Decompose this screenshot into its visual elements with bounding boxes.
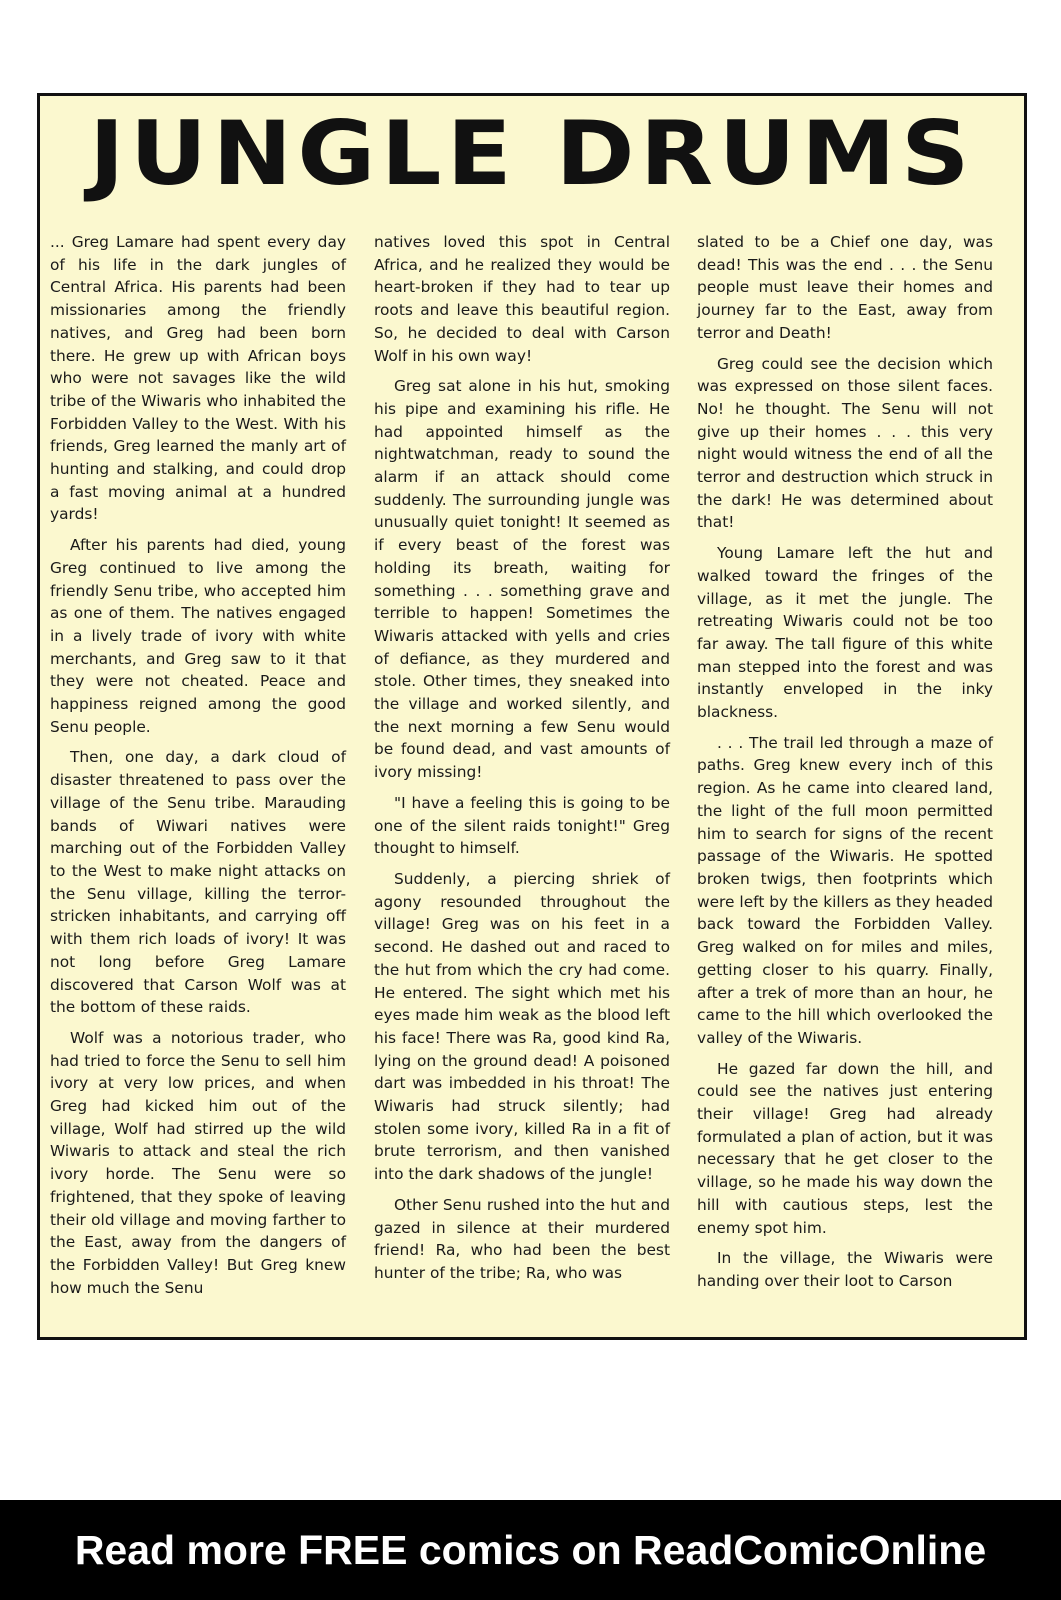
paragraph: Other Senu rushed into the hut and gazed in silence at their murdered friend! Ra, who had been the best hunter of the tribe; Ra, who was [374,1195,670,1282]
text-column-3 [697,231,993,1293]
paragraph: "I have a feeling this is going to be one of the silent raids tonight!" Greg thought to himself. [374,793,670,858]
promo-banner-text: Read more FREE comics on ReadComicOnline [74,1526,987,1573]
paragraph: Then, one day, a dark cloud of disaster threatened to pass over the village of the Senu tribe. Marauding bands of Wiwari natives were marching out of the Forbidden Valley to the West to make night attacks on the Senu village, killing the terror-stricken inhabitants, and carrying off with them rich loads of ivory! It was not long before Greg Lamare discovered that Carson Wolf was at the bottom of these raids. [50,748,346,1017]
paragraph: He gazed far down the hill, and could see the natives just entering their village! Greg had already formulated a plan of action, but it was necessary that he get closer to the village, so he made his way down the hill with cautious steps, lest the enemy spot him. [697,1059,993,1237]
paragraph: In the village, the Wiwaris were handing over their loot to Carson [697,1249,993,1290]
paragraph: Greg sat alone in his hut, smoking his pipe and examining his rifle. He had appointed himself as the nightwatchman, ready to sound the alarm if an attack should come suddenly. The surrounding jungle was unusually quiet tonight! It seemed as if every beast of the forest was holding its breath, waiting for something . . . something grave and terrible to happen! Sometimes the Wiwaris attacked with yells and cries of defiance, as they murdered and stole. Other times, they sneaked into the village and worked silently, and the next morning a few Senu would be found dead, and vast amounts of ivory missing! [374,377,670,782]
text-column-2 [374,231,670,1285]
story-page [37,93,1027,1340]
paragraph: Greg could see the decision which was expressed on those silent faces. No! he thought. The Senu will not give up their homes . . . this very night would witness the end of all the terror and destruction which struck in the dark! He was determined about that! [697,354,993,532]
paragraph: ... Greg Lamare had spent every day of his life in the dark jungles of Central Africa. His parents had been missionaries among the friendly natives, and Greg had been born there. He grew up with African boys who were not savages like the wild tribe of the Wiwaris who inhabited the Forbidden Valley to the West. With his friends, Greg learned the manly art of hunting and stalking, and could drop a fast moving animal at a hundred yards! [50,233,346,524]
paragraph: slated to be a Chief one day, was dead! This was the end . . . the Senu people must leave their homes and journey far to the East, away from terror and Death! [697,233,993,342]
paragraph: Young Lamare left the hut and walked toward the fringes of the village, as it met the jungle. The retreating Wiwaris could not be too far away. The tall figure of this white man stepped into the forest and was instantly enveloped in the inky blackness. [697,544,993,722]
paragraph: After his parents had died, young Greg continued to live among the friendly Senu tribe, who accepted him as one of them. The natives engaged in a lively trade of ivory with white merchants, and Greg saw to it that they were not cheated. Peace and happiness reigned among the good Senu people. [50,536,346,736]
promo-banner[interactable] [0,1500,1061,1600]
paragraph: Wolf was a notorious trader, who had tried to force the Senu to sell him ivory at very low prices, and when Greg had kicked him out of the village, Wolf had stirred up the wild Wiwaris to attack and steal the rich ivory horde. The Senu were so frightened, that they spoke of leaving their old village and moving farther to the East, away from the dangers of the Forbidden Valley! But Greg knew how much the Senu [50,1028,346,1297]
story-title: JUNGLE DRUMS [89,102,975,205]
paragraph: . . . The trail led through a maze of paths. Greg knew every inch of this region. As he came into cleared land, the light of the full moon permitted him to search for signs of the recent passage of the Wiwaris. He spotted broken twigs, then footprints which were left by the killers as they headed back toward the Forbidden Valley. Greg walked on for miles and miles, getting closer to his quarry. Finally, after a trek of more than an hour, he came to the hill which overlooked the valley of the Wiwaris. [697,733,993,1047]
paragraph: Suddenly, a piercing shriek of agony resounded throughout the village! Greg was on his feet in a second. He dashed out and raced to the hut from which the cry had come. He entered. The sight which met his eyes made him weak as the blood left his face! There was Ra, good kind Ra, lying on the ground dead! A poisoned dart was imbedded in his throat! The Wiwaris had struck silently; had stolen some ivory, killed Ra in a fit of brute terrorism, and then vanished into the dark shadows of the jungle! [374,869,670,1184]
paragraph: natives loved this spot in Central Africa, and he realized they would be heart-broken if they had to tear up roots and leave this beautiful region. So, he decided to deal with Carson Wolf in his own way! [374,233,670,365]
text-column-1 [50,231,346,1299]
